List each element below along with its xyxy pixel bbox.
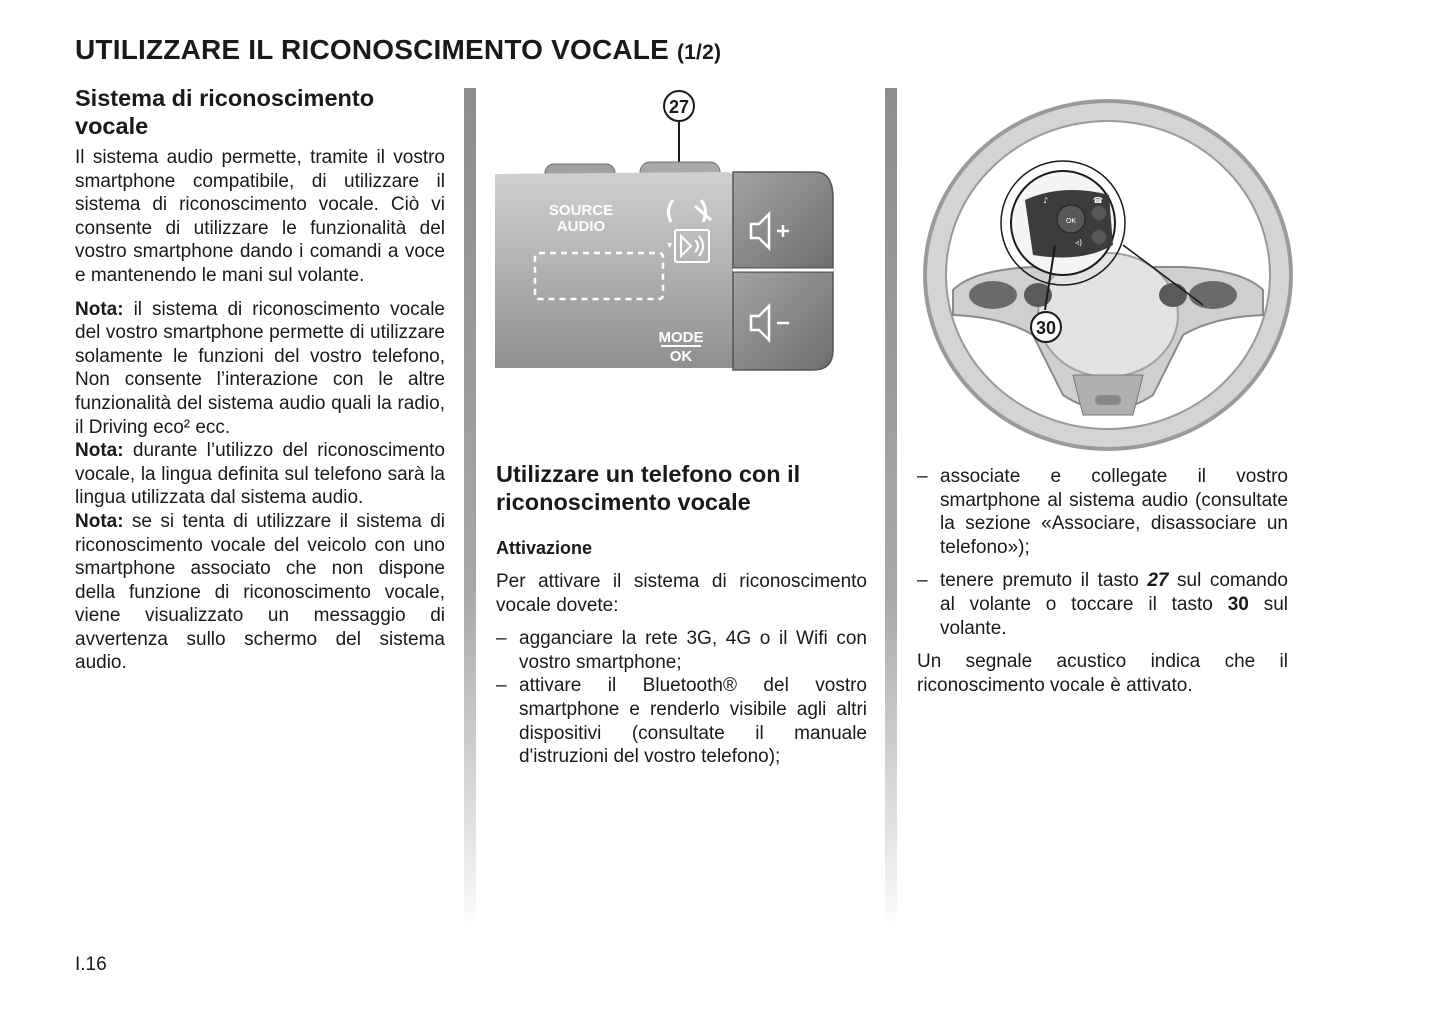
callout-30-label: 30 (1035, 318, 1057, 338)
note-paragraph-2 (75, 439, 445, 510)
note-paragraph-3 (75, 510, 445, 675)
key-reference-27: 27 (1147, 570, 1169, 592)
intro-paragraph: Il sistema audio permette, tramite il vostro smartphone compatibile, di utilizzare il sistema di riconoscimento vocale. Ciò vi consente di utilizzare le funzionalità del vostro smartphone dando i comandi a voce e mantenendo le mani sul volante. (75, 147, 445, 286)
mode-label: MODE (658, 329, 704, 346)
steering-stalk-illustration (495, 88, 835, 378)
activation-steps-list (496, 627, 867, 769)
list-item: – agganciare la rete 3G, 4G o il Wifi con vostro smartphone; (496, 627, 867, 674)
note-label: Nota: (75, 298, 124, 320)
column-divider-left (464, 88, 476, 930)
svg-text:♪: ♪ (1043, 196, 1049, 205)
svg-text:▾: ▾ (667, 240, 673, 251)
key-reference-30: 30 (1227, 593, 1249, 615)
list-item-text: sul volante. (940, 593, 1288, 639)
svg-text:☎: ☎ (1093, 196, 1103, 205)
source-label-line1: SOURCE (548, 202, 614, 219)
wheel-ok-label: OK (1065, 218, 1077, 225)
activation-intro: Per attivare il sistema di riconoscimento vocale dovete: (496, 571, 867, 616)
page-title (75, 34, 721, 66)
subheading-activation: Attivazione (496, 538, 593, 558)
section-heading-voice-system: Sistema di riconoscimento vocale (75, 85, 375, 139)
ok-label: OK (669, 348, 693, 365)
note-text: se si tenta di utilizzare il sistema di riconoscimento vocale del veicolo con uno smartphone associato che non dispone della funzione di riconoscimento vocale, viene visualizzato un messaggio di avvertenza sullo schermo del sistema audio. (75, 510, 445, 674)
list-item: – attivare il Bluetooth® del vostro smartphone e renderlo visibile agli altri dispositivi (consultate il manuale d'istruzioni del vostro telefono); (496, 674, 867, 768)
note-label: Nota: (75, 510, 124, 532)
closing-paragraph: Un segnale acustico indica che il riconoscimento vocale è attivato. (917, 651, 1288, 696)
list-item-text: sul comando al volante o toccare il tasto (940, 570, 1288, 615)
right-column (917, 465, 1288, 697)
section-heading-phone-voice: Utilizzare un telefono con il riconoscimento vocale (496, 461, 801, 515)
svg-text:◃): ◃) (1075, 238, 1083, 247)
column-divider-right (885, 88, 897, 930)
note-paragraph-1 (75, 298, 445, 440)
left-column (75, 84, 445, 675)
list-item-text: tenere premuto il tasto (940, 570, 1148, 592)
note-text: il sistema di riconoscimento vocale del vostro smartphone permette di utilizzare solamente le funzioni del vostro telefono, Non consente l’interazione con le altre funzionalità del sistema audio quali la radio, il Driving eco² ecc. (75, 298, 445, 438)
list-item: – associate e collegate il vostro smartphone al sistema audio (consultate la sezione «Associare, disassociare un telefono»); (917, 465, 1288, 559)
page-number: I.16 (75, 954, 107, 975)
middle-column (496, 460, 867, 769)
list-item (917, 569, 1288, 640)
steering-wheel-illustration (913, 95, 1298, 455)
callout-27-label: 27 (668, 97, 690, 117)
activation-steps-list-continued (917, 465, 1288, 640)
page-part-indicator: (1/2) (676, 41, 722, 64)
source-label-line2: AUDIO (556, 218, 606, 235)
page-title-text: UTILIZZARE IL RICONOSCIMENTO VOCALE (75, 34, 669, 65)
note-label: Nota: (75, 440, 124, 462)
note-text: durante l’utilizzo del riconoscimento vocale, la lingua definita sul telefono sarà la lingua utilizzata dal sistema audio. (75, 440, 445, 509)
